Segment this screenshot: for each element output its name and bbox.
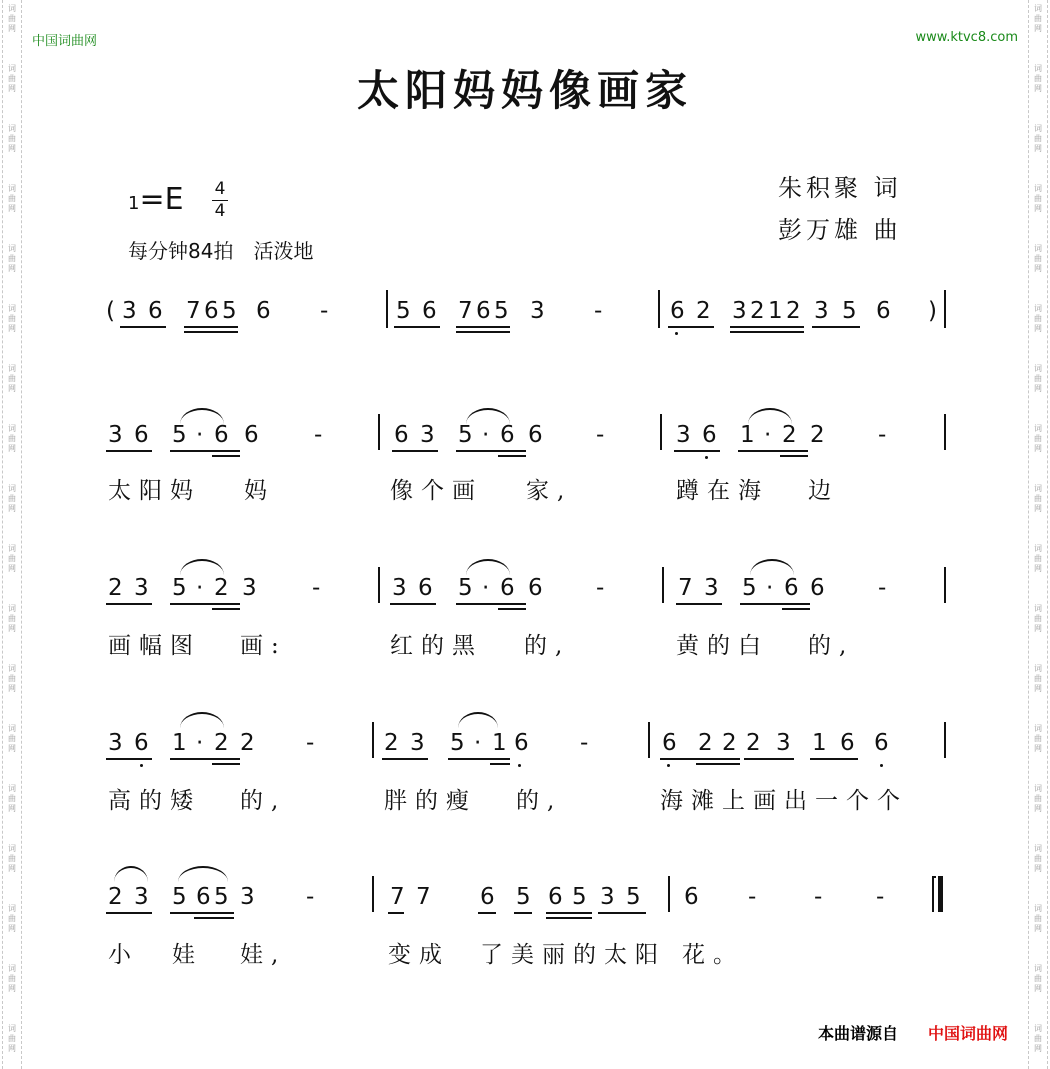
beam-line: [478, 912, 496, 914]
melody-note: ·: [196, 575, 204, 601]
melody-note: 6: [500, 422, 515, 448]
melody-note: -: [580, 730, 589, 756]
beam-line: [744, 758, 794, 760]
barline: [660, 414, 662, 450]
watermark-glyph: 词 曲 网: [8, 364, 16, 393]
beam-line: [106, 912, 152, 914]
intro-note: 6: [422, 298, 437, 324]
intro-note: 2: [696, 298, 711, 324]
melody-note: 7: [416, 884, 431, 910]
watermark-glyph: 词 曲 网: [8, 604, 16, 633]
beam-line: [668, 326, 714, 328]
intro-note: 1: [768, 298, 783, 324]
octave-dot: [880, 764, 883, 767]
lyric-text: 娃: [172, 942, 203, 968]
watermark-glyph: 词 曲 网: [1034, 184, 1042, 213]
watermark-glyph: 词 曲 网: [1034, 304, 1042, 333]
composer-credit: 彭万雄 曲: [778, 216, 902, 244]
melody-note: 6: [418, 575, 433, 601]
watermark-glyph: 词 曲 网: [8, 1024, 16, 1053]
slur-arc: [178, 866, 228, 882]
lyric-text: 画:: [240, 633, 287, 659]
melody-note: ·: [196, 730, 204, 756]
lyric-text: 胖的瘦: [384, 788, 477, 814]
melody-note: 3: [108, 730, 123, 756]
watermark-glyph: 词 曲 网: [8, 184, 16, 213]
melody-note: 1: [812, 730, 827, 756]
lyric-text: 变成: [388, 942, 450, 968]
key-signature: 1=E: [128, 182, 184, 217]
intro-note: 5: [222, 298, 237, 324]
beam-line: [730, 331, 804, 333]
slur-arc: [458, 712, 498, 728]
intro-note: 6: [476, 298, 491, 324]
melody-note: 5: [626, 884, 641, 910]
melody-note: 3: [134, 575, 149, 601]
melody-note: 6: [394, 422, 409, 448]
melody-note: ·: [196, 422, 204, 448]
melody-note: 3: [410, 730, 425, 756]
watermark-glyph: 词 曲 网: [8, 844, 16, 873]
melody-note: 6: [480, 884, 495, 910]
beam-line: [170, 912, 234, 914]
melody-note: 2: [108, 884, 123, 910]
melody-note: 5: [172, 422, 187, 448]
beam-line: [738, 450, 808, 452]
watermark-glyph: 词 曲 网: [8, 244, 16, 273]
barline: [372, 876, 374, 912]
melody-note: 6: [662, 730, 677, 756]
melody-note: -: [876, 884, 885, 910]
melody-note: 3: [134, 884, 149, 910]
watermark-glyph: 词 曲 网: [8, 64, 16, 93]
melody-note: 3: [420, 422, 435, 448]
time-top: 4: [214, 179, 226, 199]
melody-note: 6: [684, 884, 699, 910]
beam-line: [212, 763, 240, 765]
lyric-text: 红的黑: [390, 633, 483, 659]
melody-note: 3: [704, 575, 719, 601]
watermark-glyph: 词 曲 网: [8, 424, 16, 453]
melody-note: 6: [784, 575, 799, 601]
footer-source-label: 本曲谱源自: [818, 1024, 899, 1043]
melody-note: 3: [108, 422, 123, 448]
final-barline-thin: [932, 876, 934, 912]
beam-line: [388, 912, 404, 914]
lyric-text: 了美丽的太阳: [480, 942, 666, 968]
lyric-text: 高的矮: [108, 788, 201, 814]
melody-note: 6: [244, 422, 259, 448]
watermark-glyph: 词 曲 网: [1034, 124, 1042, 153]
lyric-text: 像个画: [390, 478, 483, 504]
beam-line: [660, 758, 740, 760]
watermark-glyph: 词 曲 网: [8, 964, 16, 993]
slur-arc: [114, 866, 148, 882]
beam-line: [674, 450, 720, 452]
melody-note: 6: [528, 422, 543, 448]
melody-note: -: [596, 575, 605, 601]
melody-note: 1: [740, 422, 755, 448]
lyric-text: 花。: [682, 942, 744, 968]
lyric-text: 太阳妈: [108, 478, 201, 504]
melody-note: ·: [474, 730, 482, 756]
melody-note: 3: [392, 575, 407, 601]
melody-note: 5: [458, 422, 473, 448]
beam-line: [194, 917, 234, 919]
beam-line: [390, 603, 436, 605]
slur-arc: [466, 559, 510, 575]
melody-note: 2: [240, 730, 255, 756]
slur-arc: [748, 408, 792, 424]
lyric-text: 蹲在海: [676, 478, 769, 504]
melody-note: ·: [766, 575, 774, 601]
intro-note: 2: [750, 298, 765, 324]
melody-note: 3: [676, 422, 691, 448]
watermark-glyph: 词 曲 网: [1034, 904, 1042, 933]
watermark-glyph: 词 曲 网: [1034, 424, 1042, 453]
melody-note: -: [878, 575, 887, 601]
barline: [378, 567, 380, 603]
beam-line: [498, 455, 526, 457]
lyric-text: 的,: [240, 788, 287, 814]
intro-note: 6: [148, 298, 163, 324]
melody-note: 2: [810, 422, 825, 448]
melody-note: 5: [172, 575, 187, 601]
slur-arc: [180, 559, 224, 575]
melody-note: 6: [702, 422, 717, 448]
watermark-glyph: 词 曲 网: [8, 664, 16, 693]
melody-note: 6: [528, 575, 543, 601]
intro-barline: [658, 290, 660, 328]
beam-line: [456, 326, 510, 328]
final-barline-thin: [934, 876, 936, 878]
beam-line: [782, 608, 810, 610]
melody-note: 7: [390, 884, 405, 910]
lyric-text: 海滩上画出一个个: [660, 788, 908, 814]
barline: [944, 567, 946, 603]
melody-note: -: [596, 422, 605, 448]
melody-note: -: [306, 884, 315, 910]
intro-note: 6: [204, 298, 219, 324]
lyric-text: 的,: [516, 788, 563, 814]
melody-note: 2: [108, 575, 123, 601]
melody-note: 5: [572, 884, 587, 910]
melody-note: 2: [782, 422, 797, 448]
lyric-text: 家,: [526, 478, 573, 504]
intro-note: -: [594, 298, 603, 324]
melody-note: 2: [384, 730, 399, 756]
lyric-text: 的,: [808, 633, 855, 659]
watermark-glyph: 词 曲 网: [8, 4, 16, 33]
melody-note: 5: [742, 575, 757, 601]
melody-note: 3: [600, 884, 615, 910]
beam-line: [106, 450, 152, 452]
watermark-glyph: 词 曲 网: [1034, 664, 1042, 693]
site-url-right[interactable]: www.ktvc8.com: [915, 30, 1018, 45]
melody-note: -: [748, 884, 757, 910]
melody-note: -: [312, 575, 321, 601]
melody-note: 2: [214, 730, 229, 756]
tempo-marking: 每分钟84拍 活泼地: [128, 239, 314, 263]
beam-line: [106, 758, 152, 760]
melody-note: 3: [776, 730, 791, 756]
octave-dot: [705, 456, 708, 459]
watermark-glyph: 词 曲 网: [1034, 364, 1042, 393]
barline: [372, 722, 374, 758]
watermark-glyph: 词 曲 网: [1034, 4, 1042, 33]
melody-note: 7: [678, 575, 693, 601]
melody-note: 5: [214, 884, 229, 910]
watermark-glyph: 词 曲 网: [1034, 844, 1042, 873]
site-name-left[interactable]: 中国词曲网: [32, 34, 98, 49]
melody-note: 3: [240, 884, 255, 910]
melody-note: 6: [548, 884, 563, 910]
octave-dot: [518, 764, 521, 767]
intro-note: 3: [732, 298, 747, 324]
melody-note: 6: [134, 422, 149, 448]
melody-note: -: [306, 730, 315, 756]
melody-note: -: [314, 422, 323, 448]
intro-paren-close: ): [928, 298, 937, 324]
beam-line: [170, 450, 240, 452]
beam-line: [184, 331, 238, 333]
melody-note: 6: [840, 730, 855, 756]
melody-note: 2: [214, 575, 229, 601]
beam-line: [120, 326, 166, 328]
lyric-text: 画幅图: [108, 633, 201, 659]
melody-note: 6: [214, 422, 229, 448]
time-bottom: 4: [214, 201, 226, 221]
melody-note: -: [814, 884, 823, 910]
barline: [378, 414, 380, 450]
watermark-glyph: 词 曲 网: [1034, 784, 1042, 813]
beam-line: [740, 603, 810, 605]
watermark-glyph: 词 曲 网: [8, 724, 16, 753]
beam-line: [676, 603, 722, 605]
lyric-text: 的,: [524, 633, 571, 659]
watermark-glyph: 词 曲 网: [8, 124, 16, 153]
barline: [944, 722, 946, 758]
intro-note: 5: [842, 298, 857, 324]
song-title: 太阳妈妈像画家: [356, 66, 693, 115]
intro-barline: [386, 290, 388, 328]
barline: [944, 414, 946, 450]
octave-dot: [667, 764, 670, 767]
beam-line: [170, 603, 240, 605]
beam-line: [456, 331, 510, 333]
slur-arc: [466, 408, 510, 424]
barline: [668, 876, 670, 912]
intro-note: 3: [814, 298, 829, 324]
beam-line: [546, 912, 592, 914]
melody-note: 5: [172, 884, 187, 910]
intro-note: 6: [876, 298, 891, 324]
melody-note: ·: [482, 422, 490, 448]
beam-line: [456, 603, 526, 605]
slur-arc: [180, 408, 224, 424]
watermark-glyph: 词 曲 网: [8, 484, 16, 513]
right-watermark-strip: [1028, 0, 1048, 1069]
octave-dot: [140, 764, 143, 767]
watermark-glyph: 词 曲 网: [1034, 64, 1042, 93]
watermark-glyph: 词 曲 网: [8, 904, 16, 933]
beam-line: [392, 450, 438, 452]
beam-line: [212, 455, 240, 457]
footer-site-link[interactable]: 中国词曲网: [928, 1024, 1009, 1043]
melody-note: 3: [242, 575, 257, 601]
lyric-text: 黄的白: [676, 633, 769, 659]
watermark-glyph: 词 曲 网: [1034, 544, 1042, 573]
beam-line: [394, 326, 440, 328]
watermark-glyph: 词 曲 网: [1034, 484, 1042, 513]
octave-dot: [675, 332, 678, 335]
beam-line: [730, 326, 804, 328]
lyric-text: 边: [808, 478, 839, 504]
beam-line: [456, 450, 526, 452]
watermark-glyph: 词 曲 网: [1034, 244, 1042, 273]
watermark-glyph: 词 曲 网: [8, 304, 16, 333]
melody-note: -: [878, 422, 887, 448]
melody-note: 6: [196, 884, 211, 910]
melody-note: 2: [698, 730, 713, 756]
beam-line: [780, 455, 808, 457]
beam-line: [598, 912, 646, 914]
intro-note: 7: [458, 298, 473, 324]
beam-line: [812, 326, 860, 328]
watermark-glyph: 词 曲 网: [1034, 1024, 1042, 1053]
melody-note: ·: [764, 422, 772, 448]
barline: [662, 567, 664, 603]
watermark-glyph: 词 曲 网: [1034, 724, 1042, 753]
intro-end-barline: [944, 290, 946, 328]
watermark-glyph: 词 曲 网: [8, 544, 16, 573]
watermark-glyph: 词 曲 网: [1034, 964, 1042, 993]
lyric-text: 小: [108, 942, 139, 968]
intro-note: 3: [530, 298, 545, 324]
intro-note: 6: [256, 298, 271, 324]
melody-note: 5: [458, 575, 473, 601]
melody-note: 2: [722, 730, 737, 756]
melody-note: ·: [482, 575, 490, 601]
intro-note: 6: [670, 298, 685, 324]
melody-note: 6: [874, 730, 889, 756]
lyricist-credit: 朱积聚 词: [778, 174, 902, 202]
watermark-glyph: 词 曲 网: [8, 784, 16, 813]
intro-note: 5: [396, 298, 411, 324]
final-barline-thick: [938, 876, 943, 912]
melody-note: 6: [500, 575, 515, 601]
beam-line: [382, 758, 428, 760]
intro-note: 5: [494, 298, 509, 324]
beam-line: [490, 763, 510, 765]
melody-note: 5: [450, 730, 465, 756]
beam-line: [546, 917, 592, 919]
beam-line: [514, 912, 532, 914]
watermark-glyph: 词 曲 网: [1034, 604, 1042, 633]
intro-paren-open: (: [106, 298, 115, 324]
beam-line: [696, 763, 740, 765]
melody-note: 5: [516, 884, 531, 910]
melody-note: 6: [514, 730, 529, 756]
beam-line: [184, 326, 238, 328]
beam-line: [498, 608, 526, 610]
time-signature: [212, 180, 228, 221]
intro-note: 3: [122, 298, 137, 324]
beam-line: [170, 758, 240, 760]
intro-note: 7: [186, 298, 201, 324]
intro-note: -: [320, 298, 329, 324]
melody-note: 6: [134, 730, 149, 756]
beam-line: [448, 758, 510, 760]
lyric-text: 娃,: [240, 942, 287, 968]
melody-note: 1: [492, 730, 507, 756]
beam-line: [212, 608, 240, 610]
lyric-text: 妈: [244, 478, 275, 504]
slur-arc: [750, 559, 794, 575]
beam-line: [810, 758, 858, 760]
melody-note: 2: [746, 730, 761, 756]
melody-note: 6: [810, 575, 825, 601]
beam-line: [106, 603, 152, 605]
left-watermark-strip: [2, 0, 22, 1069]
slur-arc: [180, 712, 224, 728]
melody-note: 1: [172, 730, 187, 756]
barline: [648, 722, 650, 758]
intro-note: 2: [786, 298, 801, 324]
